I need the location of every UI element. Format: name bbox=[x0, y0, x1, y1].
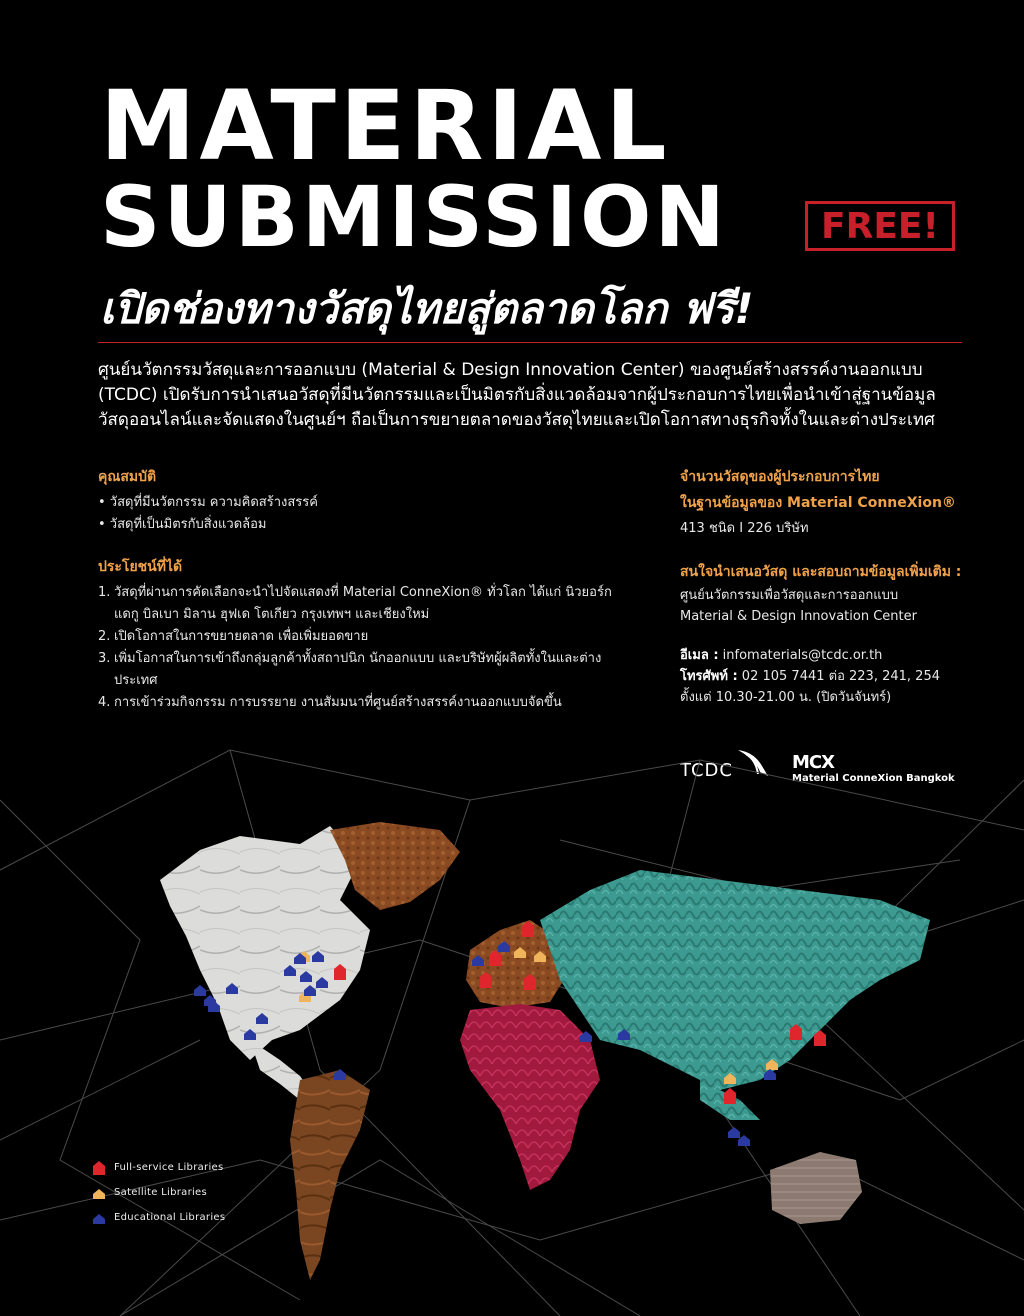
educational-pin-icon bbox=[334, 1069, 346, 1080]
item-number: 3. bbox=[98, 651, 111, 666]
email-link[interactable]: infomaterials@tcdc.or.th bbox=[722, 648, 883, 663]
contact-org-1: ศูนย์นวัตกรรมเพื่อวัสดุและการออกแบบ bbox=[680, 588, 899, 603]
item-text: เปิดโอกาสในการขยายตลาด เพื่อเพิ่มยอดขาย bbox=[114, 629, 369, 644]
title-line-1: MATERIAL bbox=[100, 70, 671, 182]
legend-satellite bbox=[92, 1180, 225, 1205]
email-label: อีเมล : bbox=[680, 648, 719, 663]
greenland bbox=[330, 822, 460, 910]
stats-heading-1: จำนวนวัสดุของผู้ประกอบการไทย bbox=[680, 469, 880, 485]
list-item bbox=[98, 626, 638, 648]
satellite-pin-icon bbox=[92, 1185, 106, 1201]
legend-educational bbox=[92, 1205, 225, 1230]
full-service-pin-icon bbox=[92, 1160, 106, 1176]
contact-org-2: Material & Design Innovation Center bbox=[680, 609, 917, 624]
legend-full bbox=[92, 1155, 225, 1180]
educational-pin-icon bbox=[194, 985, 206, 996]
north-america bbox=[160, 826, 370, 1060]
africa bbox=[460, 1004, 600, 1190]
item-number: 2. bbox=[98, 629, 111, 644]
phone-label: โทรศัพท์ : bbox=[680, 669, 738, 684]
contact-phone-row bbox=[680, 666, 980, 687]
left-column bbox=[98, 466, 638, 714]
list-item bbox=[98, 692, 638, 714]
educational-pin-icon bbox=[728, 1127, 740, 1138]
intro-line: (TCDC) เปิดรับการนำเสนอวัสดุที่มีนวัตกรรมและเป็นมิตรกับสิ่งแวดล้อมจากผู้ประกอบการไทยเพื่อนำเข้าสู่ฐานข้อมูล bbox=[98, 385, 936, 405]
list-item bbox=[98, 648, 638, 692]
item-text: การเข้าร่วมกิจกรรม การบรรยาย งานสัมมนาที่ศูนย์สร้างสรรค์งานออกแบบจัดขึ้น bbox=[114, 695, 562, 710]
list-item: • วัสดุที่เป็นมิตรกับสิ่งแวดล้อม bbox=[98, 517, 267, 532]
benefits-list bbox=[98, 582, 638, 714]
item-text: วัสดุที่ผ่านการคัดเลือกจะนำไปจัดแสดงที่ Material ConneXion® ทั่วโลก ได้แก่ นิวยอร์ก แดกู บิลเบา มิลาน ฮุฟเด โตเกียว กรุงเทพฯ และเชียงใหม่ bbox=[114, 585, 612, 622]
right-column bbox=[680, 466, 980, 708]
educational-pin-icon bbox=[92, 1210, 106, 1226]
free-badge: FREE! bbox=[805, 201, 955, 251]
mcx-mark: MCX bbox=[792, 752, 834, 773]
australia bbox=[770, 1152, 862, 1224]
intro-line: วัสดุออนไลน์และจัดแสดงในศูนย์ฯ ถือเป็นการขยายตลาดของวัสดุไทยและเปิดโอกาสทางธุรกิจทั้งในและต่างประเทศ bbox=[98, 410, 935, 430]
intro-paragraph bbox=[98, 358, 978, 433]
map-legend bbox=[92, 1155, 225, 1230]
subtitle: เปิดช่องทางวัสดุไทยสู่ตลาดโลก ฟรี! bbox=[100, 284, 754, 333]
stats-value: 413 ชนิด I 226 บริษัท bbox=[680, 521, 809, 536]
stats-heading-2: ในฐานข้อมูลของ Material ConneXion® bbox=[680, 495, 956, 511]
qualifications-heading: คุณสมบัติ bbox=[98, 469, 157, 485]
mcx-name: Material ConneXion Bangkok bbox=[792, 773, 955, 784]
item-number: 4. bbox=[98, 695, 111, 710]
list-item bbox=[98, 582, 638, 626]
phone-number: 02 105 7441 ต่อ 223, 241, 254 bbox=[741, 669, 940, 684]
contact-email-row bbox=[680, 645, 980, 666]
full-service-pin-icon bbox=[724, 1088, 736, 1104]
south-america bbox=[290, 1070, 370, 1280]
benefits-heading: ประโยชน์ที่ได้ bbox=[98, 559, 183, 575]
asia bbox=[540, 870, 930, 1090]
legend-educational-label: Educational Libraries bbox=[114, 1212, 226, 1223]
item-text: เพิ่มโอกาสในการเข้าถึงกลุ่มลูกค้าทั้งสถาปนิก นักออกแบบ และบริษัทผู้ผลิตทั้งในและต่างประเทศ bbox=[114, 651, 602, 688]
list-item: • วัสดุที่มีนวัตกรรม ความคิดสร้างสรรค์ bbox=[98, 495, 318, 510]
legend-satellite-label: Satellite Libraries bbox=[114, 1187, 208, 1198]
contact-heading: สนใจนำเสนอวัสดุ และสอบถามข้อมูลเพิ่มเติม : bbox=[680, 564, 962, 580]
divider bbox=[98, 342, 962, 343]
title-line-2: SUBMISSION bbox=[100, 168, 728, 266]
qualifications-list bbox=[98, 492, 638, 536]
tcdc-logo-text: TCDC bbox=[680, 760, 733, 781]
intro-line: ศูนย์นวัตกรรมวัสดุและการออกแบบ (Material & Design Innovation Center) ของศูนย์สร้างสรรค์งานออกแบบ bbox=[98, 360, 923, 380]
contact-hours: ตั้งแต่ 10.30-21.00 น. (ปิดวันจันทร์) bbox=[680, 690, 892, 705]
legend-full-label: Full-service Libraries bbox=[114, 1162, 224, 1173]
item-number: 1. bbox=[98, 585, 111, 600]
